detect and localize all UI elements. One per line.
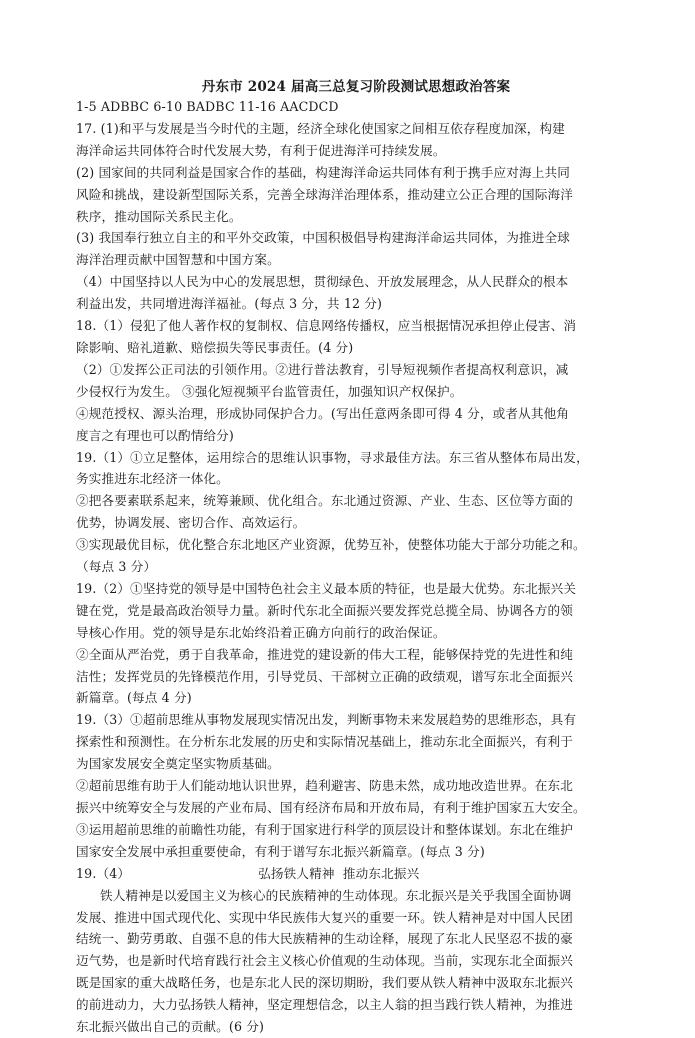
answer-line: （2）①发挥公正司法的引领作用。②进行普法教育，引导短视频作者提高权利意识，减	[76, 361, 569, 377]
answer-line: 海洋命运共同体符合时代发展大势，有利于促进海洋可持续发展。	[76, 142, 446, 158]
answer-line: 导核心作用。党的领导是东北始终沿着正确方向前行的政治保证。	[76, 624, 446, 640]
document-title: 丹东市 2024 届高三总复习阶段测试思想政治答案	[201, 79, 511, 95]
answer-line: 国家安全发展中承担重要使命，有利于谱写东北振兴新篇章。(每点 3 分)	[76, 843, 485, 859]
essay-line: 铁人精神是以爱国主义为核心的民族精神的生动体现。东北振兴是关乎我国全面协调	[100, 887, 572, 903]
answer-line: 新篇章。(每点 4 分)	[76, 690, 192, 706]
answer-line: 18.（1）侵犯了他人著作权的复制权、信息网络传播权，应当根据情况承担停止侵害、消	[76, 318, 577, 334]
answer-line: ②全面从严治党，勇于自我革命，推进党的建设新的伟大工程，能够保持党的先进性和纯	[76, 646, 574, 662]
answer-line: （4）中国坚持以人民为中心的发展思想，贯彻绿色、开放发展理念，从人民群众的根本	[76, 274, 569, 290]
answer-line: 17. (1)和平与发展是当今时代的主题，经济全球化使国家之间相互依存程度加深，构建	[76, 120, 565, 136]
answer-line: 风险和挑战，建设新型国际关系，完善全球海洋治理体系，推动建立公正合理的国际海洋	[76, 186, 574, 202]
essay-heading: 弘扬铁人精神 推动东北振兴	[258, 865, 420, 881]
answer-line: 秩序，推动国际关系民主化。	[76, 208, 242, 224]
answer-line: 少侵权行为发生。 ③强化短视频平台监管责任，加强知识产权保护。	[76, 383, 463, 399]
answer-line: (3) 我国奉行独立自主的和平外交政策，中国积极倡导构建海洋命运共同体，为推进全球	[76, 230, 570, 246]
answer-line: 19.（3）①超前思维从事物发展现实情况出发，判断事物未来发展趋势的思维形态，具有	[76, 712, 577, 728]
answer-line: 洁性；发挥党员的先锋模范作用，引导党员、干部树立正确的政绩观，谱写东北全面振兴	[76, 668, 574, 684]
answer-line: （每点 3 分）	[76, 559, 157, 575]
answer-line: 1-5 ADBBC 6-10 BADBC 11-16 AACDCD	[76, 99, 339, 114]
answer-line: 利益出发，共同增进海洋福祉。(每点 3 分，共 12 分)	[76, 296, 383, 312]
answer-line: 优势，协调发展、密切合作、高效运行。	[76, 515, 306, 531]
answer-line: ②把各要素联系起来，统筹兼顾、优化组合。东北通过资源、产业、生态、区位等方面的	[76, 493, 574, 509]
essay-line: 结统一、勤劳勇敢、自强不息的伟大民族精神的生动诠释，展现了东北人民坚忍不拔的豪	[76, 931, 574, 947]
answer-line: 19.（1）①立足整体，运用综合的思维认识事物，寻求最佳方法。东三省从整体布局出发，	[76, 449, 589, 465]
answer-line: 探索性和预测性。在分析东北发展的历史和实际情况基础上，推动东北全面振兴，有利于	[76, 734, 574, 750]
answer-line: 务实推进东北经济一体化。	[76, 471, 229, 487]
answer-document	[76, 78, 636, 1038]
answer-line: ②超前思维有助于人们能动地认识世界，趋利避害、防患未然，成功地改造世界。在东北	[76, 778, 574, 794]
essay-line: 迈气势，也是新时代培育践行社会主义核心价值观的生动体现。当前，实现东北全面振兴	[76, 953, 574, 969]
answer-line: 除影响、赔礼道歉、赔偿损失等民事责任。(4 分)	[76, 339, 354, 355]
answer-line: 振兴中统筹安全与发展的产业布局、国有经济布局和开放布局，有利于维护国家五大安全。	[76, 800, 586, 815]
answer-line: 度言之有理也可以酌情给分)	[76, 427, 234, 443]
essay-question-label: 19.（4）	[76, 865, 131, 881]
answer-line: 19.（2）①坚持党的领导是中国特色社会主义最本质的特征，也是最大优势。东北振兴关	[76, 580, 577, 596]
essay-line: 既是国家的重大战略任务，也是东北人民的深切期盼，我们要从铁人精神中汲取东北振兴	[76, 975, 574, 991]
answer-line: ③实现最优目标，优化整合东北地区产业资源，优势互补，使整体功能大于部分功能之和。	[76, 537, 586, 553]
essay-line: 的前进动力，大力弘扬铁人精神，坚定理想信念，以主人翁的担当践行铁人精神，为推进	[76, 997, 574, 1013]
answer-line: 为国家发展安全奠定坚实物质基础。	[76, 756, 280, 772]
essay-line: 东北振兴做出自己的贡献。(6 分)	[76, 1019, 265, 1035]
essay-heading-row	[76, 863, 636, 885]
answer-line: (2) 国家间的共同利益是国家合作的基础，构建海洋命运共同体有利于携手应对海上共同	[76, 164, 570, 180]
answer-line: 键在党，党是最高政治领导力量。新时代东北全面振兴要发挥党总揽全局、协调各方的领	[76, 602, 574, 618]
answer-line: ④规范授权、源头治理，形成协同保护合力。(写出任意两条即可得 4 分，或者从其他角	[76, 405, 570, 421]
essay-line: 发展、推进中国式现代化、实现中华民族伟大复兴的重要一环。铁人精神是对中国人民团	[76, 909, 574, 925]
answer-line: ③运用超前思维的前瞻性功能，有利于国家进行科学的顶层设计和整体谋划。东北在维护	[76, 821, 574, 837]
answer-line: 海洋治理贡献中国智慧和中国方案。	[76, 252, 280, 268]
